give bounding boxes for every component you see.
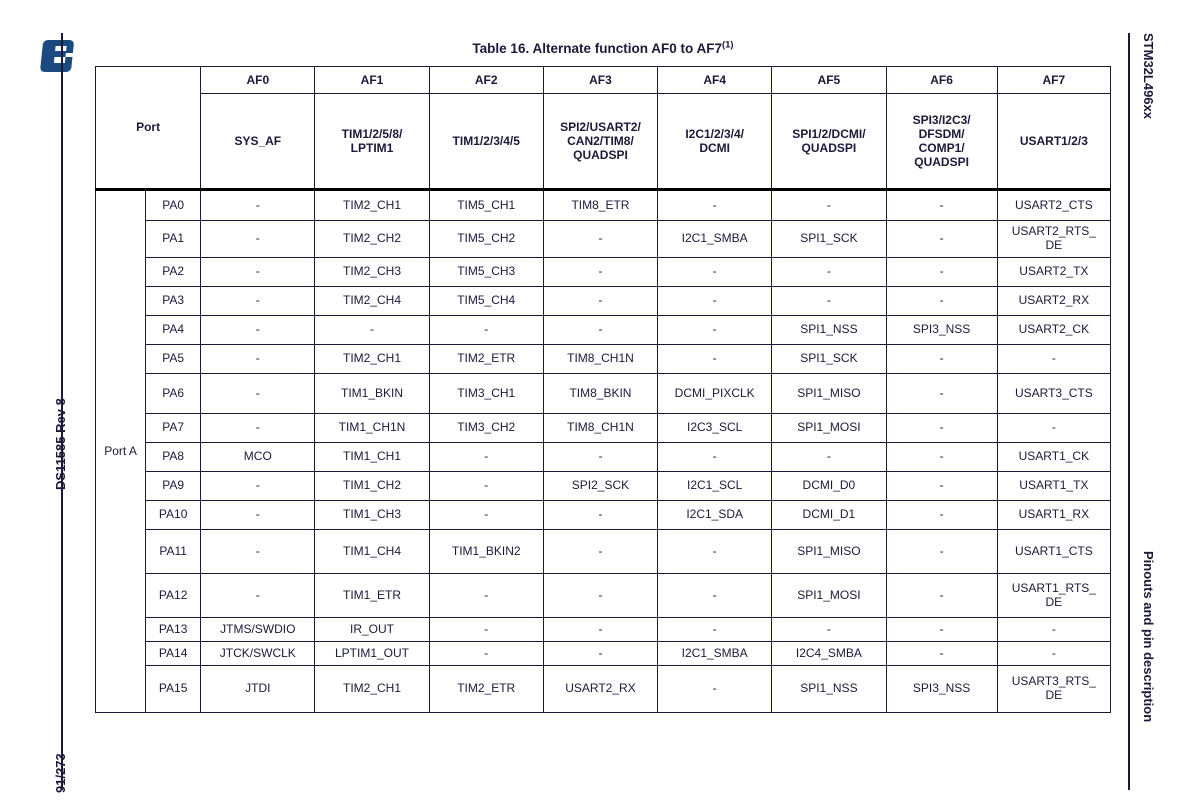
af7-cell: -: [997, 618, 1110, 642]
af5-cell: -: [772, 190, 886, 221]
af6-cell: -: [886, 258, 997, 287]
af4-cell: -: [658, 345, 772, 374]
af5-cell: SPI1_NSS: [772, 666, 886, 713]
af6-cell: -: [886, 618, 997, 642]
af7-cell: USART1_TX: [997, 472, 1110, 501]
af5-cell: SPI1_SCK: [772, 345, 886, 374]
af0-cell: -: [201, 345, 315, 374]
pin-name-cell: PA0: [146, 190, 201, 221]
table-row: [96, 287, 1111, 316]
af3-cell: -: [543, 501, 657, 530]
af3-cell: TIM8_BKIN: [543, 374, 657, 414]
af6-cell: -: [886, 345, 997, 374]
af1-cell: TIM2_CH4: [315, 287, 429, 316]
af7-cell: USART1_RX: [997, 501, 1110, 530]
header-cell-af0-peripherals: SYS_AF: [201, 94, 315, 190]
af2-cell: -: [429, 618, 543, 642]
af1-cell: TIM1_CH1N: [315, 414, 429, 443]
header-cell-af6-peripherals: SPI3/I2C3/ DFSDM/ COMP1/ QUADSPI: [886, 94, 997, 190]
document-revision-label: DS11585 Rev 8: [53, 398, 68, 490]
table-row: [96, 530, 1111, 574]
af7-cell: USART2_RX: [997, 287, 1110, 316]
af4-cell: -: [658, 443, 772, 472]
af7-cell: USART2_CTS: [997, 190, 1110, 221]
table-row: [96, 443, 1111, 472]
table-row: [96, 221, 1111, 258]
af3-cell: -: [543, 618, 657, 642]
af1-cell: TIM2_CH1: [315, 666, 429, 713]
pin-name-cell: PA6: [146, 374, 201, 414]
af0-cell: -: [201, 316, 315, 345]
pin-name-cell: PA1: [146, 221, 201, 258]
page-number-label: 91/273: [53, 753, 68, 793]
header-cell-af5: AF5: [772, 67, 886, 94]
af0-cell: MCO: [201, 443, 315, 472]
af5-cell: DCMI_D0: [772, 472, 886, 501]
af4-cell: I2C1_SMBA: [658, 221, 772, 258]
table-row: [96, 374, 1111, 414]
header-cell-af7: AF7: [997, 67, 1110, 94]
af1-cell: TIM1_CH4: [315, 530, 429, 574]
pin-name-cell: PA13: [146, 618, 201, 642]
af2-cell: TIM5_CH2: [429, 221, 543, 258]
af3-cell: -: [543, 642, 657, 666]
af7-cell: USART1_CTS: [997, 530, 1110, 574]
af0-cell: -: [201, 501, 315, 530]
af3-cell: SPI2_SCK: [543, 472, 657, 501]
table-row: [96, 345, 1111, 374]
af7-cell: -: [997, 345, 1110, 374]
af1-cell: TIM1_CH1: [315, 443, 429, 472]
af3-cell: TIM8_CH1N: [543, 345, 657, 374]
af5-cell: I2C4_SMBA: [772, 642, 886, 666]
af0-cell: -: [201, 472, 315, 501]
af3-cell: -: [543, 287, 657, 316]
af1-cell: TIM1_ETR: [315, 574, 429, 618]
table-caption: [96, 41, 1110, 56]
af7-cell: USART2_RTS_ DE: [997, 221, 1110, 258]
af6-cell: -: [886, 190, 997, 221]
af6-cell: -: [886, 221, 997, 258]
pin-name-cell: PA12: [146, 574, 201, 618]
af7-cell: USART1_CK: [997, 443, 1110, 472]
af0-cell: -: [201, 530, 315, 574]
af5-cell: SPI1_MISO: [772, 530, 886, 574]
af6-cell: -: [886, 530, 997, 574]
table-row: [96, 258, 1111, 287]
af3-cell: -: [543, 316, 657, 345]
af5-cell: SPI1_NSS: [772, 316, 886, 345]
af2-cell: TIM1_BKIN2: [429, 530, 543, 574]
af6-cell: -: [886, 642, 997, 666]
table-header-row-peripheral-groups: [96, 94, 1111, 190]
right-margin-rule: [1128, 33, 1130, 790]
header-cell-af1: AF1: [315, 67, 429, 94]
af0-cell: -: [201, 258, 315, 287]
pin-name-cell: PA15: [146, 666, 201, 713]
table-header-row-af-index: [96, 67, 1111, 94]
pin-name-cell: PA7: [146, 414, 201, 443]
af2-cell: TIM2_ETR: [429, 666, 543, 713]
pin-name-cell: PA5: [146, 345, 201, 374]
af4-cell: -: [658, 258, 772, 287]
af4-cell: -: [658, 316, 772, 345]
af4-cell: -: [658, 287, 772, 316]
header-cell-af2-peripherals: TIM1/2/3/4/5: [429, 94, 543, 190]
table-row: [96, 618, 1111, 642]
af1-cell: TIM2_CH1: [315, 190, 429, 221]
table-row: [96, 501, 1111, 530]
af4-cell: I2C1_SCL: [658, 472, 772, 501]
pin-name-cell: PA3: [146, 287, 201, 316]
af5-cell: SPI1_SCK: [772, 221, 886, 258]
af0-cell: -: [201, 374, 315, 414]
af0-cell: -: [201, 190, 315, 221]
af2-cell: -: [429, 316, 543, 345]
af1-cell: TIM1_BKIN: [315, 374, 429, 414]
af4-cell: -: [658, 530, 772, 574]
af6-cell: -: [886, 501, 997, 530]
af0-cell: -: [201, 287, 315, 316]
af5-cell: SPI1_MOSI: [772, 414, 886, 443]
af1-cell: -: [315, 316, 429, 345]
af7-cell: USART3_CTS: [997, 374, 1110, 414]
af0-cell: JTDI: [201, 666, 315, 713]
af5-cell: SPI1_MISO: [772, 374, 886, 414]
af6-cell: -: [886, 574, 997, 618]
table-body: [96, 190, 1111, 713]
af7-cell: USART2_CK: [997, 316, 1110, 345]
table-row: [96, 190, 1111, 221]
alternate-function-table: [95, 66, 1111, 713]
af3-cell: -: [543, 574, 657, 618]
af5-cell: SPI1_MOSI: [772, 574, 886, 618]
pin-name-cell: PA11: [146, 530, 201, 574]
af2-cell: TIM2_ETR: [429, 345, 543, 374]
pin-name-cell: PA4: [146, 316, 201, 345]
af1-cell: TIM2_CH1: [315, 345, 429, 374]
header-cell-af0: AF0: [201, 67, 315, 94]
af2-cell: -: [429, 642, 543, 666]
header-cell-af3-peripherals: SPI2/USART2/ CAN2/TIM8/ QUADSPI: [543, 94, 657, 190]
header-cell-af7-peripherals: USART1/2/3: [997, 94, 1110, 190]
af0-cell: -: [201, 574, 315, 618]
af5-cell: -: [772, 258, 886, 287]
af3-cell: -: [543, 258, 657, 287]
header-cell-af3: AF3: [543, 67, 657, 94]
af6-cell: -: [886, 414, 997, 443]
af1-cell: IR_OUT: [315, 618, 429, 642]
af4-cell: -: [658, 666, 772, 713]
st-logo-icon: [34, 33, 80, 79]
af0-cell: -: [201, 414, 315, 443]
af3-cell: -: [543, 530, 657, 574]
af6-cell: -: [886, 287, 997, 316]
pin-name-cell: PA2: [146, 258, 201, 287]
table-header: [96, 67, 1111, 190]
header-cell-af4-peripherals: I2C1/2/3/4/ DCMI: [658, 94, 772, 190]
af2-cell: -: [429, 574, 543, 618]
af2-cell: -: [429, 472, 543, 501]
af7-cell: USART1_RTS_ DE: [997, 574, 1110, 618]
af2-cell: -: [429, 501, 543, 530]
af6-cell: SPI3_NSS: [886, 316, 997, 345]
af2-cell: TIM3_CH1: [429, 374, 543, 414]
af4-cell: DCMI_PIXCLK: [658, 374, 772, 414]
af6-cell: -: [886, 472, 997, 501]
header-cell-port: Port: [96, 67, 201, 190]
af1-cell: TIM1_CH3: [315, 501, 429, 530]
af4-cell: -: [658, 190, 772, 221]
pin-name-cell: PA10: [146, 501, 201, 530]
af5-cell: -: [772, 287, 886, 316]
af7-cell: -: [997, 414, 1110, 443]
af6-cell: SPI3_NSS: [886, 666, 997, 713]
af1-cell: LPTIM1_OUT: [315, 642, 429, 666]
pin-name-cell: PA8: [146, 443, 201, 472]
table-row: [96, 316, 1111, 345]
table-row: [96, 472, 1111, 501]
af2-cell: TIM5_CH1: [429, 190, 543, 221]
af6-cell: -: [886, 443, 997, 472]
af3-cell: USART2_RX: [543, 666, 657, 713]
af3-cell: -: [543, 221, 657, 258]
header-cell-af2: AF2: [429, 67, 543, 94]
pin-name-cell: PA9: [146, 472, 201, 501]
table-row: [96, 642, 1111, 666]
af5-cell: -: [772, 618, 886, 642]
af3-cell: -: [543, 443, 657, 472]
af4-cell: -: [658, 574, 772, 618]
af3-cell: TIM8_CH1N: [543, 414, 657, 443]
table-caption-footnote: (1): [721, 39, 734, 51]
af0-cell: JTMS/SWDIO: [201, 618, 315, 642]
af3-cell: TIM8_ETR: [543, 190, 657, 221]
af7-cell: -: [997, 642, 1110, 666]
port-group-label: Port A: [96, 190, 146, 713]
pin-name-cell: PA14: [146, 642, 201, 666]
af2-cell: TIM5_CH3: [429, 258, 543, 287]
af1-cell: TIM2_CH2: [315, 221, 429, 258]
table-caption-text: Table 16. Alternate function AF0 to AF7: [472, 41, 722, 56]
header-cell-af4: AF4: [658, 67, 772, 94]
af2-cell: TIM3_CH2: [429, 414, 543, 443]
af5-cell: -: [772, 443, 886, 472]
header-cell-af1-peripherals: TIM1/2/5/8/ LPTIM1: [315, 94, 429, 190]
header-cell-af6: AF6: [886, 67, 997, 94]
af7-cell: USART3_RTS_ DE: [997, 666, 1110, 713]
alternate-function-table-container: [95, 66, 1111, 713]
af4-cell: I2C1_SMBA: [658, 642, 772, 666]
table-row: [96, 414, 1111, 443]
af2-cell: -: [429, 443, 543, 472]
af5-cell: DCMI_D1: [772, 501, 886, 530]
af7-cell: USART2_TX: [997, 258, 1110, 287]
table-row: [96, 574, 1111, 618]
af1-cell: TIM2_CH3: [315, 258, 429, 287]
af4-cell: -: [658, 618, 772, 642]
af2-cell: TIM5_CH4: [429, 287, 543, 316]
af1-cell: TIM1_CH2: [315, 472, 429, 501]
table-row: [96, 666, 1111, 713]
section-title-label: Pinouts and pin description: [1141, 551, 1156, 723]
af4-cell: I2C1_SDA: [658, 501, 772, 530]
af0-cell: JTCK/SWCLK: [201, 642, 315, 666]
device-name-label: STM32L496xx: [1141, 33, 1156, 119]
af6-cell: -: [886, 374, 997, 414]
af0-cell: -: [201, 221, 315, 258]
header-cell-af5-peripherals: SPI1/2/DCMI/ QUADSPI: [772, 94, 886, 190]
af4-cell: I2C3_SCL: [658, 414, 772, 443]
